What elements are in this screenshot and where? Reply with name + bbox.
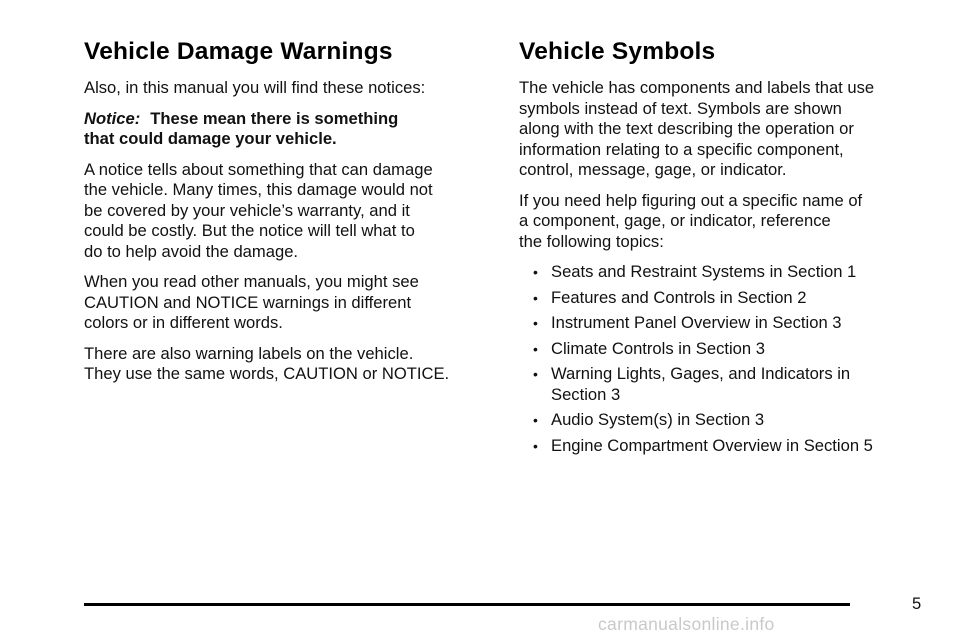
watermark: carmanualsonline.info bbox=[598, 614, 775, 634]
intro-paragraph: Also, in this manual you will find these notices: bbox=[84, 78, 426, 97]
footer-rule bbox=[84, 603, 850, 606]
list-item: • Audio System(s) in Section 3 bbox=[533, 410, 765, 429]
topics-list bbox=[519, 262, 919, 456]
bullet-icon: • bbox=[533, 366, 538, 382]
reference-paragraph: If you need help figuring out a specific name of a component, gage, or indicator, reference the following topics: bbox=[519, 190, 863, 251]
bullet-icon: • bbox=[533, 412, 538, 428]
right-column bbox=[519, 38, 919, 461]
notice-paragraph bbox=[84, 109, 504, 150]
page-number: 5 bbox=[912, 594, 922, 613]
bullet-icon: • bbox=[533, 289, 538, 306]
list-item: • Instrument Panel Overview in Section 3 bbox=[533, 313, 842, 332]
warning-labels-paragraph: There are also warning labels on the vehicle. They use the same words, CAUTION or NOTICE. bbox=[84, 343, 450, 383]
notice-label: Notice: bbox=[84, 108, 141, 128]
notice-explanation-paragraph: A notice tells about something that can damage the vehicle. Many times, this damage would not be covered by your vehicle’s warranty, and it could be costly. But the notice will tell what to do to help avoid the damage. bbox=[84, 159, 433, 261]
section-heading-vehicle-symbols: Vehicle Symbols bbox=[519, 38, 716, 65]
symbols-paragraph: The vehicle has components and labels that use symbols instead of text. Symbols are shown along with the text describing the operation or information relating to a specific component, control, message, gage, or indicator. bbox=[519, 78, 875, 179]
notice-text: These mean there is something that could damage your vehicle. bbox=[84, 108, 399, 148]
bullet-icon: • bbox=[533, 340, 538, 357]
bullet-icon: • bbox=[533, 437, 538, 454]
list-item: • Seats and Restraint Systems in Section 1 bbox=[533, 262, 857, 281]
left-column bbox=[84, 38, 504, 395]
list-item: • Engine Compartment Overview in Section 5 bbox=[533, 435, 873, 455]
bullet-icon: • bbox=[533, 264, 538, 280]
list-item: • Climate Controls in Section 3 bbox=[533, 338, 765, 358]
list-item: • Warning Lights, Gages, and Indicators in Section 3 bbox=[533, 364, 851, 404]
bullet-icon: • bbox=[533, 315, 538, 331]
section-heading-damage-warnings: Vehicle Damage Warnings bbox=[84, 38, 393, 65]
list-item: • Features and Controls in Section 2 bbox=[533, 287, 807, 307]
other-manuals-paragraph: When you read other manuals, you might see CAUTION and NOTICE warnings in different colors or in different words. bbox=[84, 272, 419, 332]
